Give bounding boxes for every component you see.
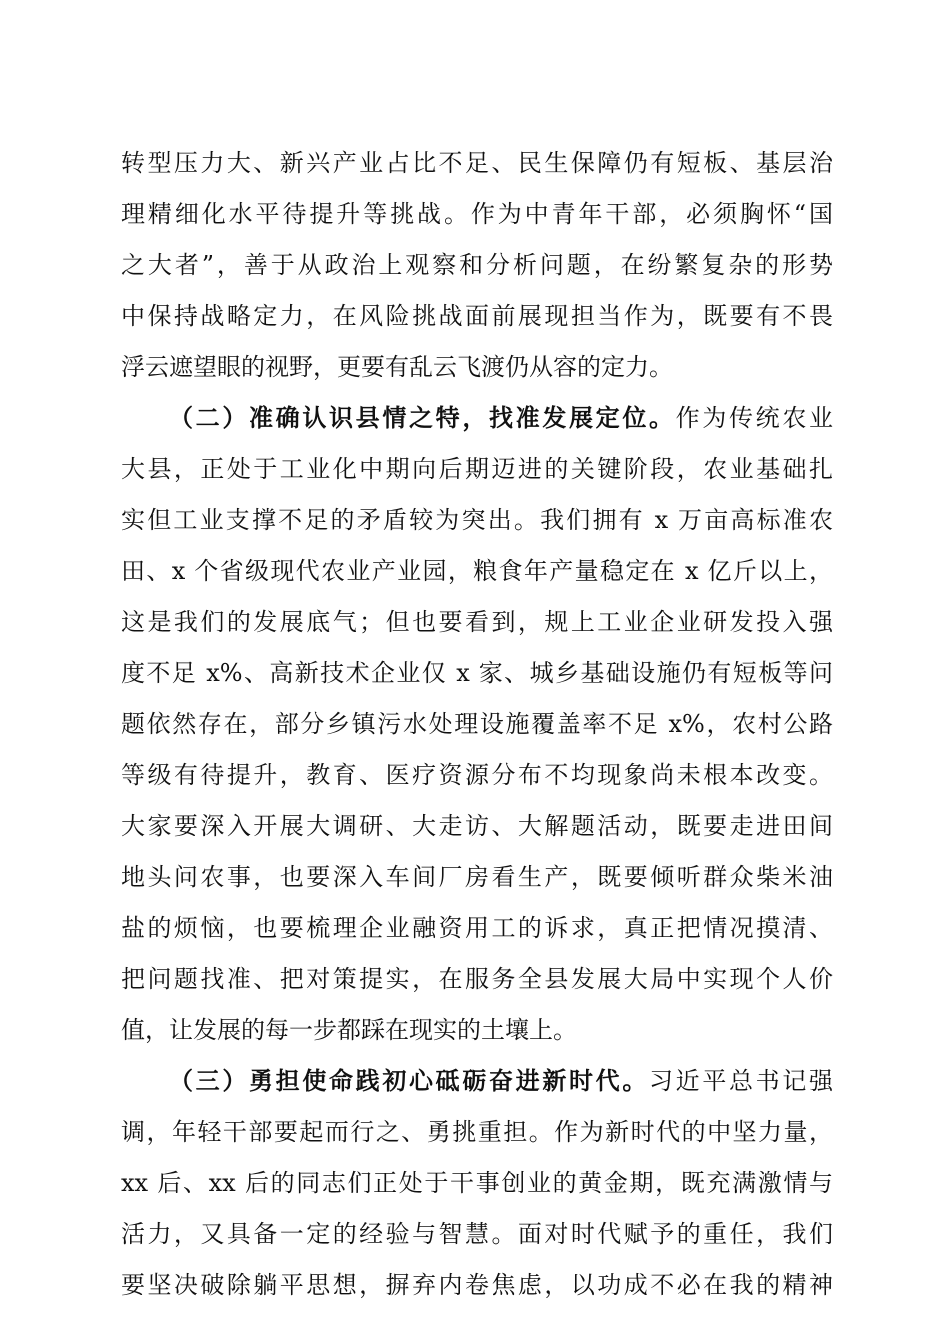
text-line: 地头问农事，也要深入车间厂房看生产，既要倾听群众柴米油 (121, 863, 833, 891)
text-line: 等级有待提升，教育、医疗资源分布不均现象尚未根本改变。 (121, 761, 833, 789)
text-line: 题依然存在，部分乡镇污水处理设施覆盖率不足 x%，农村公路 (121, 710, 833, 738)
text-line: 要坚决破除躺平思想，摒弃内卷焦虑，以功成不必在我的精神 (121, 1271, 833, 1299)
text-line: 田、x 个省级现代农业产业园，粮食年产量稳定在 x 亿斤以上， (121, 557, 833, 585)
paragraph-first-line (169, 1059, 833, 1103)
text-line: 实但工业支撑不足的矛盾较为突出。我们拥有 x 万亩高标准农 (121, 506, 833, 534)
text-line: 把问题找准、把对策提实，在服务全县发展大局中实现个人价 (121, 965, 833, 993)
text-line: 盐的烦恼，也要梳理企业融资用工的诉求，真正把情况摸清、 (121, 914, 833, 942)
text-line: 大县，正处于工业化中期向后期迈进的关键阶段，农业基础扎 (121, 455, 833, 483)
text-line: 活力，又具备一定的经验与智慧。面对时代赋予的重任，我们 (121, 1220, 833, 1248)
text-line: 浮云遮望眼的视野，更要有乱云飞渡仍从容的定力。 (121, 353, 673, 381)
text-line: 度不足 x%、高新技术企业仅 x 家、城乡基础设施仍有短板等问 (121, 659, 833, 687)
section-heading: （三）勇担使命践初心砥砺奋进新时代。 (169, 1066, 649, 1095)
section-heading: （二）准确认识县情之特，找准发展定位。 (169, 403, 676, 432)
paragraph-text: 作为传统农业 (675, 404, 834, 432)
text-line: 理精细化水平待提升等挑战。作为中青年干部，必须胸怀“国 (121, 200, 833, 228)
text-line: xx 后、xx 后的同志们正处于干事创业的黄金期，既充满激情与 (121, 1169, 833, 1197)
text-line: 之大者”，善于从政治上观察和分析问题，在纷繁复杂的形势 (121, 251, 833, 279)
text-line: 中保持战略定力，在风险挑战面前展现担当作为，既要有不畏 (121, 302, 833, 330)
text-line: 值，让发展的每一步都踩在现实的土壤上。 (121, 1016, 577, 1044)
paragraph-text: 习近平总书记强 (649, 1067, 833, 1095)
paragraph-first-line (169, 396, 833, 440)
text-line: 调，年轻干部要起而行之、勇挑重担。作为新时代的中坚力量， (121, 1118, 833, 1146)
text-line: 大家要深入开展大调研、大走访、大解题活动，既要走进田间 (121, 812, 833, 840)
text-line: 这是我们的发展底气；但也要看到，规上工业企业研发投入强 (121, 608, 833, 636)
text-line: 转型压力大、新兴产业占比不足、民生保障仍有短板、基层治 (121, 149, 833, 177)
